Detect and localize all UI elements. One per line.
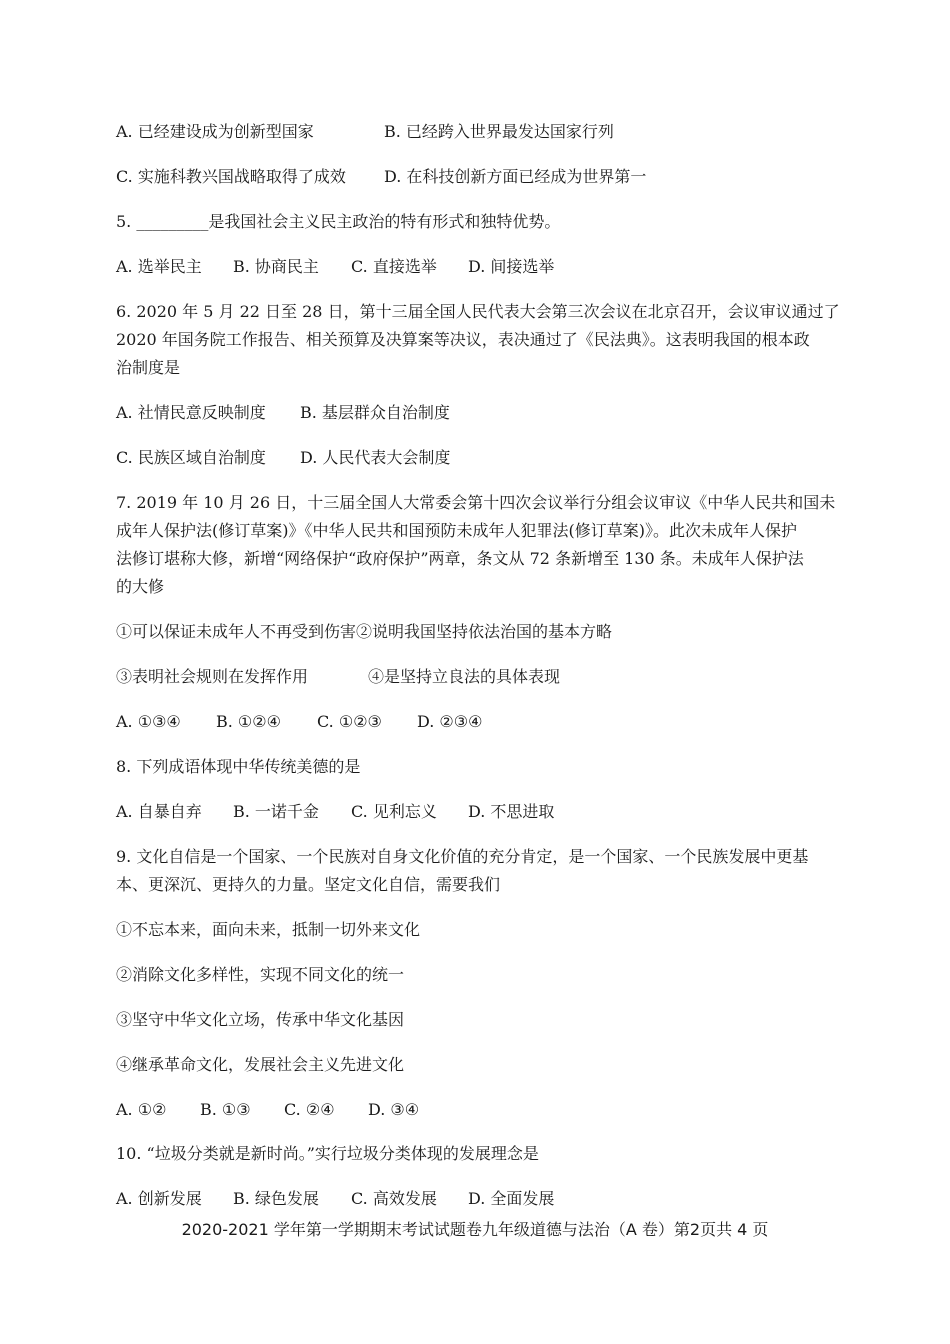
q7-statement-1-2: ①可以保证未成年人不再受到伤害②说明我国坚持依法治国的基本方略 (116, 622, 613, 641)
q7-options (116, 712, 482, 732)
q5-option-b: B. 协商民主 (233, 257, 319, 276)
q10-option-a: A. 创新发展 (116, 1189, 202, 1208)
q7-stem-line-1: 7. 2019 年 10 月 26 日，十三届全国人大常委会第十四次会议举行分组会议审议《中华人民共和国未 (116, 493, 836, 512)
q4-option-b: B. 已经跨入世界最发达国家行列 (384, 122, 614, 141)
q9-statement-1: ①不忘本来，面向未来，抵制一切外来文化 (116, 920, 421, 939)
q7-statement-3: ③表明社会规则在发挥作用 (116, 667, 309, 686)
q7-statement-4: ④是坚持立良法的具体表现 (368, 667, 561, 686)
q7-option-c: C. ①②③ (317, 712, 382, 731)
q8-options (116, 802, 554, 822)
q4-option-a: A. 已经建设成为创新型国家 (116, 122, 314, 141)
q6-option-d: D. 人民代表大会制度 (300, 448, 451, 467)
q5-option-a: A. 选举民主 (116, 257, 202, 276)
q5-option-c: C. 直接选举 (351, 257, 437, 276)
q6-stem-line-2: 2020 年国务院工作报告、相关预算及决算案等决议，表决通过了《民法典》。这表明我国的根本政 (116, 330, 810, 349)
q5-option-d: D. 间接选举 (468, 257, 555, 276)
q9-option-d: D. ③④ (368, 1100, 420, 1119)
q4-option-c: C. 实施科教兴国战略取得了成效 (116, 167, 346, 186)
q6-options-row-1 (116, 403, 450, 423)
q8-option-a: A. 自暴自弃 (116, 802, 202, 821)
q10-stem: 10. “垃圾分类就是新时尚。”实行垃圾分类体现的发展理念是 (116, 1144, 539, 1163)
q8-option-d: D. 不思进取 (468, 802, 555, 821)
q9-options (116, 1100, 419, 1120)
q5-options (116, 257, 554, 277)
q7-stem-line-2: 成年人保护法(修订草案)》《中华人民共和国预防未成年人犯罪法(修订草案)》。此次未成年人保护 (116, 521, 797, 540)
page-footer: 2020-2021 学年第一学期期末考试试题卷九年级道德与法治（A 卷）第2页共 4 页 (181, 1220, 769, 1239)
q8-option-b: B. 一诺千金 (233, 802, 319, 821)
q6-option-b: B. 基层群众自治制度 (300, 403, 450, 422)
q7-option-d: D. ②③④ (417, 712, 483, 731)
q10-option-c: C. 高效发展 (351, 1189, 437, 1208)
q4-option-d: D. 在科技创新方面已经成为世界第一 (384, 167, 647, 186)
q7-stem-line-3: 法修订堪称大修，新增“网络保护“政府保护”两章，条文从 72 条新增至 130 条。未成年人保护法 (116, 549, 804, 568)
q7-option-b: B. ①②④ (216, 712, 281, 731)
q8-option-c: C. 见利忘义 (351, 802, 437, 821)
q6-option-a: A. 社情民意反映制度 (116, 403, 266, 422)
q6-stem-line-1: 6. 2020 年 5 月 22 日至 28 日，第十三届全国人民代表大会第三次会议在北京召开，会议审议通过了 (116, 302, 840, 321)
q9-option-a: A. ①② (116, 1100, 167, 1119)
q6-option-c: C. 民族区域自治制度 (116, 448, 266, 467)
q10-option-d: D. 全面发展 (468, 1189, 555, 1208)
q9-stem-line-1: 9. 文化自信是一个国家、一个民族对自身文化价值的充分肯定，是一个国家、一个民族发展中更基 (116, 847, 809, 866)
q7-statements-3-4 (116, 667, 560, 687)
q9-statement-3: ③坚守中华文化立场，传承中华文化基因 (116, 1010, 405, 1029)
q9-option-b: B. ①③ (200, 1100, 251, 1119)
q9-statement-4: ④继承革命文化，发展社会主义先进文化 (116, 1055, 405, 1074)
q6-options-row-2 (116, 448, 450, 468)
q10-options (116, 1189, 554, 1209)
q10-option-b: B. 绿色发展 (233, 1189, 319, 1208)
q9-stem-line-2: 本、更深沉、更持久的力量。坚定文化自信，需要我们 (116, 875, 501, 894)
q9-option-c: C. ②④ (284, 1100, 335, 1119)
q4-options-row-2 (116, 167, 646, 187)
q7-option-a: A. ①③④ (116, 712, 181, 731)
q9-statement-2: ②消除文化多样性，实现不同文化的统一 (116, 965, 405, 984)
q4-options-row-1 (116, 122, 614, 142)
q8-stem: 8. 下列成语体现中华传统美德的是 (116, 757, 361, 776)
q5-stem: 5. _________是我国社会主义民主政治的特有形式和独特优势。 (116, 212, 561, 231)
q7-stem-line-4: 的大修 (116, 577, 165, 596)
q6-stem-line-3: 治制度是 (116, 358, 181, 377)
